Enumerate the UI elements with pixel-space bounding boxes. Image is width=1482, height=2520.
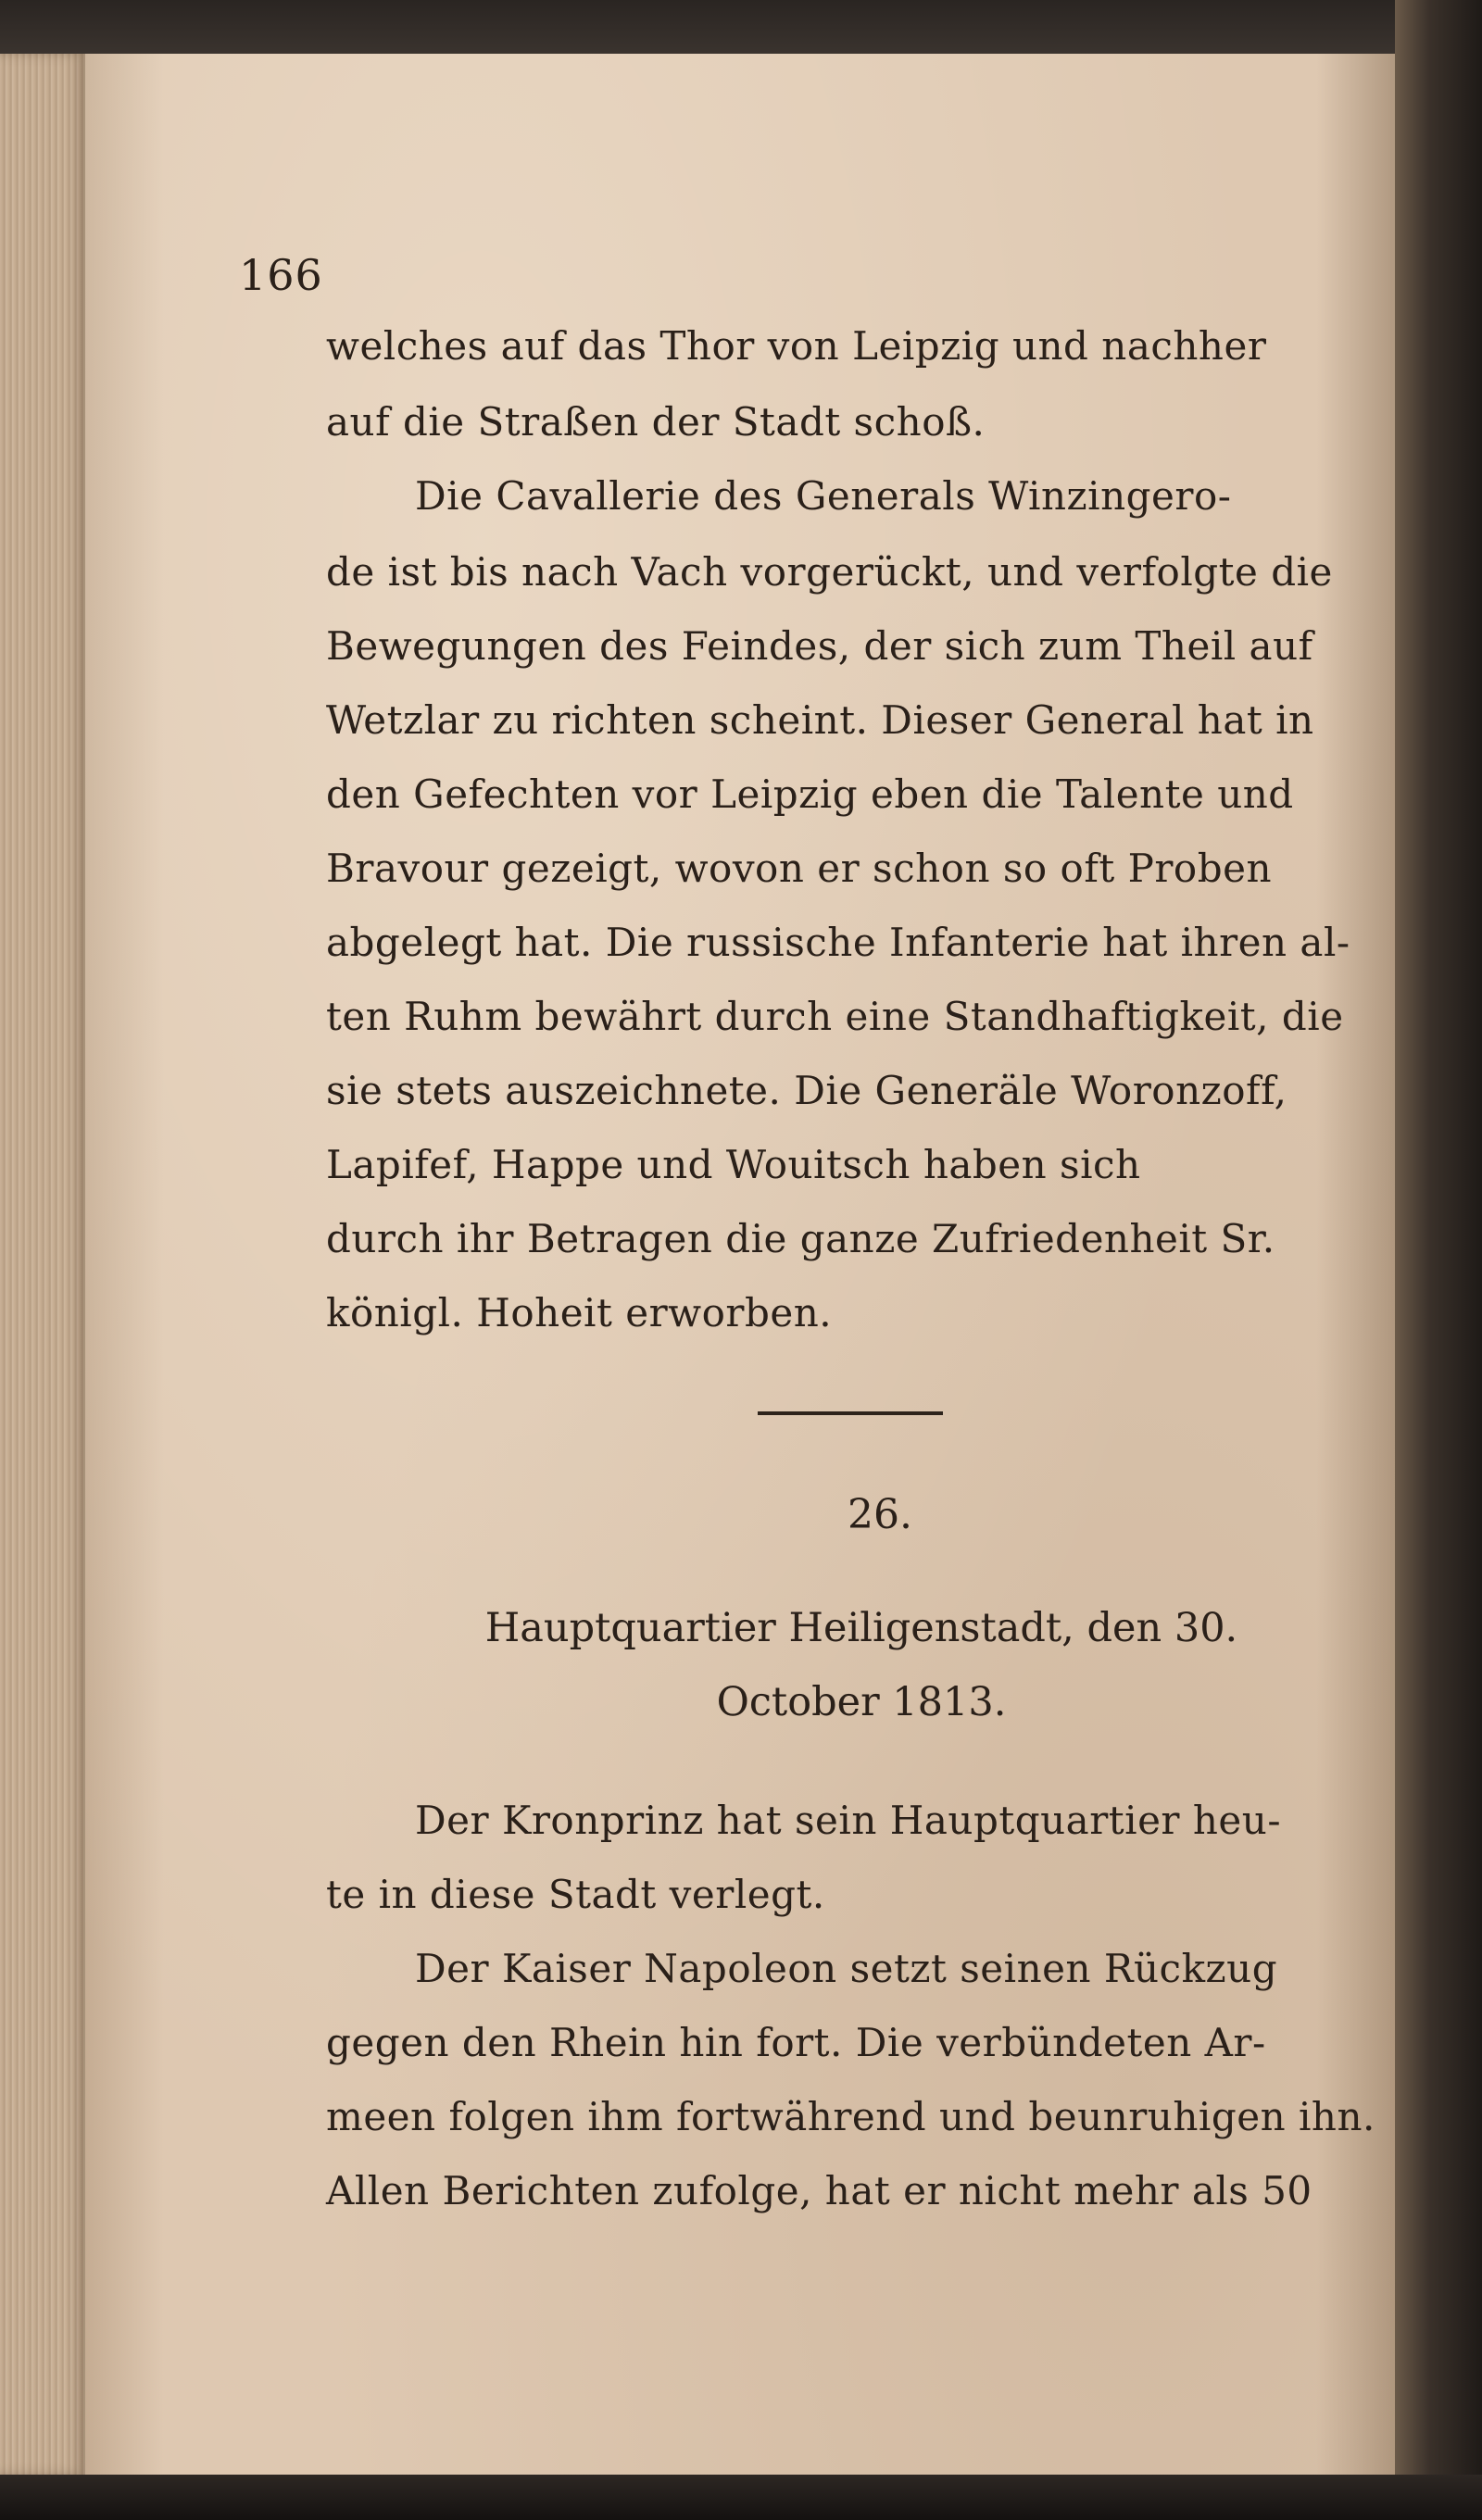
- section-heading-line: Hauptquartier Heiligenstadt, den 30.: [484, 1605, 1238, 1651]
- scan-background-top: [0, 0, 1482, 54]
- text-line: sie stets auszeichnete. Die Generäle Woronzoff,: [326, 1068, 1287, 1113]
- text-line: den Gefechten vor Leipzig eben die Talente und: [326, 771, 1294, 817]
- text-line: Allen Berichten zufolge, hat er nicht mehr als 50: [326, 2168, 1312, 2213]
- text-line: Wetzlar zu richten scheint. Dieser General hat in: [326, 697, 1314, 743]
- text-line: durch ihr Betragen die ganze Zufriedenheit Sr.: [326, 1216, 1275, 1261]
- text-line: welches auf das Thor von Leipzig und nachher: [326, 323, 1267, 369]
- text-line: gegen den Rhein hin fort. Die verbündeten Ar-: [326, 2020, 1266, 2065]
- page-number: 166: [239, 250, 323, 300]
- text-line: Die Cavallerie des Generals Winzingero-: [415, 473, 1232, 519]
- text-line: abgelegt hat. Die russische Infanterie hat ihren al-: [326, 920, 1350, 965]
- section-divider: [758, 1411, 943, 1415]
- scan-background-right: [1395, 0, 1482, 2520]
- text-line: Bravour gezeigt, wovon er schon so oft Proben: [326, 846, 1273, 891]
- text-line: te in diese Stadt verlegt.: [326, 1872, 825, 1917]
- scan-background-bottom: [0, 2475, 1482, 2520]
- text-line: Der Kaiser Napoleon setzt seinen Rückzug: [415, 1946, 1278, 1991]
- text-line: meen folgen ihm fortwährend und beunruhigen ihn.: [326, 2094, 1375, 2139]
- text-line: Der Kronprinz hat sein Hauptquartier heu-: [415, 1798, 1282, 1843]
- text-line: de ist bis nach Vach vorgerückt, und verfolgte die: [326, 549, 1333, 595]
- book-page-edges: [0, 54, 85, 2475]
- text-line: königl. Hoheit erworben.: [326, 1290, 833, 1335]
- text-line: Bewegungen des Feindes, der sich zum Theil auf: [326, 623, 1313, 669]
- section-number: 26.: [848, 1491, 912, 1538]
- text-line: Lapifef, Happe und Wouitsch haben sich: [326, 1142, 1141, 1187]
- text-line: ten Ruhm bewährt durch eine Standhaftigkeit, die: [326, 994, 1344, 1039]
- text-line: auf die Straßen der Stadt schoß.: [326, 399, 986, 445]
- section-heading-line: October 1813.: [716, 1679, 1007, 1725]
